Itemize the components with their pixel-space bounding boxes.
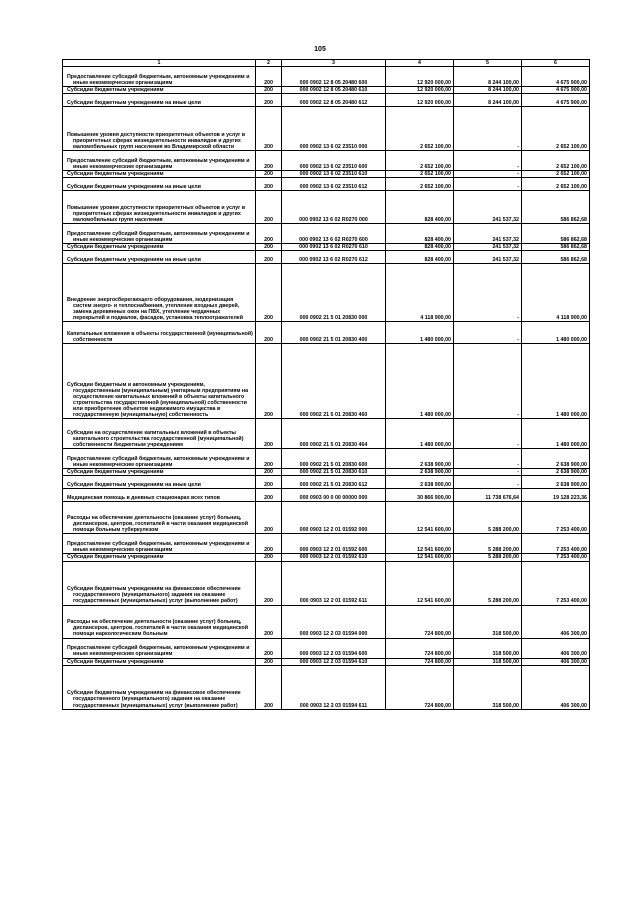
- row-col2-cell: 200: [256, 638, 282, 658]
- table-row: [63, 191, 590, 224]
- row-code-cell: 000 0902 13 6 02 R0270 612: [282, 251, 386, 264]
- row-name-cell: [63, 264, 256, 322]
- row-value6-cell: 406 300,00: [522, 605, 590, 638]
- row-name-text: Субсидии бюджетным учреждениям на иные цели: [67, 184, 201, 191]
- table-row: [63, 94, 590, 107]
- row-value6-cell: 7 253 400,00: [522, 502, 590, 534]
- row-value4-cell: 12 541 600,00: [386, 534, 454, 554]
- row-col2-cell: 200: [256, 107, 282, 151]
- row-col2-cell: 200: [256, 489, 282, 502]
- row-value6-cell: 1 480 000,00: [522, 344, 590, 419]
- row-name-text: Повышение уровня доступности приоритетных объектов и услуг в приоритетных сферах жизнедеятельности инвалидов и других маломобильных групп населения во Владимирской области: [67, 131, 246, 151]
- row-code-cell: 000 0902 13 6 02 R0270 610: [282, 244, 386, 251]
- row-value5-cell: 5 288 200,00: [454, 502, 522, 534]
- row-value4-cell: 828 400,00: [386, 251, 454, 264]
- row-value6-cell: 1 480 000,00: [522, 322, 590, 344]
- row-value6-cell: 4 675 900,00: [522, 67, 590, 87]
- row-value6-cell: 2 638 900,00: [522, 476, 590, 489]
- row-name-text: Медицинская помощь в дневных стационарах всех типов: [67, 495, 220, 502]
- row-col2-cell: 200: [256, 449, 282, 469]
- row-code-cell: 000 0902 13 6 02 23510 612: [282, 178, 386, 191]
- row-value5-cell: -: [454, 171, 522, 178]
- row-value4-cell: 12 541 600,00: [386, 554, 454, 561]
- row-code-cell: 000 0903 12 2 03 01594 600: [282, 638, 386, 658]
- row-name-cell: [63, 151, 256, 171]
- row-col2-cell: 200: [256, 561, 282, 605]
- row-name-cell: [63, 171, 256, 178]
- row-value4-cell: 2 638 900,00: [386, 469, 454, 476]
- row-code-cell: 000 0902 12 8 05 20480 612: [282, 94, 386, 107]
- row-value5-cell: 318 500,00: [454, 658, 522, 665]
- row-name-text: Предоставление субсидий бюджетным, автономным учреждениям и иным некоммерческим организациям: [67, 645, 250, 658]
- row-name-cell: [63, 534, 256, 554]
- table-body: [63, 67, 590, 710]
- row-value5-cell: 318 500,00: [454, 605, 522, 638]
- row-name-cell: [63, 561, 256, 605]
- row-name-cell: [63, 502, 256, 534]
- table-row: [63, 244, 590, 251]
- row-code-cell: 000 0902 21 5 01 20830 000: [282, 264, 386, 322]
- row-col2-cell: 200: [256, 178, 282, 191]
- header-cell-6: 6: [522, 60, 590, 67]
- row-value5-cell: -: [454, 344, 522, 419]
- row-code-cell: 000 0902 13 6 02 23510 600: [282, 151, 386, 171]
- row-value6-cell: 4 118 900,00: [522, 264, 590, 322]
- row-name-cell: [63, 419, 256, 449]
- table-row: [63, 107, 590, 151]
- row-value5-cell: -: [454, 264, 522, 322]
- row-value6-cell: 1 480 000,00: [522, 419, 590, 449]
- row-name-cell: [63, 554, 256, 561]
- row-name-text: Субсидии бюджетным учреждениям на финансовое обеспечение государственного (муниципального) задания на оказание государственных (муниципальных) услуг (выполнение работ): [67, 586, 241, 605]
- row-value5-cell: 8 244 100,00: [454, 94, 522, 107]
- table-row: [63, 251, 590, 264]
- row-name-text: Субсидии бюджетным учреждениям: [67, 554, 164, 561]
- table-row: [63, 178, 590, 191]
- row-name-cell: [63, 244, 256, 251]
- row-name-cell: [63, 178, 256, 191]
- row-col2-cell: 200: [256, 665, 282, 709]
- row-value6-cell: 19 128 223,36: [522, 489, 590, 502]
- row-value6-cell: 2 652 100,00: [522, 151, 590, 171]
- row-value6-cell: 7 253 400,00: [522, 534, 590, 554]
- table-row: [63, 264, 590, 322]
- row-code-cell: 000 0903 12 2 01 01592 600: [282, 534, 386, 554]
- row-name-cell: [63, 94, 256, 107]
- row-name-cell: [63, 658, 256, 665]
- table-row: [63, 67, 590, 87]
- row-col2-cell: 200: [256, 322, 282, 344]
- row-name-text: Капитальные вложения в объекты государственной (муниципальной) собственности: [67, 331, 253, 344]
- row-value6-cell: 7 253 400,00: [522, 561, 590, 605]
- table-row: [63, 151, 590, 171]
- row-value6-cell: 4 675 900,00: [522, 94, 590, 107]
- row-name-cell: [63, 449, 256, 469]
- row-value4-cell: 724 800,00: [386, 605, 454, 638]
- row-code-cell: 000 0902 13 6 02 R0270 600: [282, 224, 386, 244]
- row-col2-cell: 200: [256, 502, 282, 534]
- row-value4-cell: 828 400,00: [386, 224, 454, 244]
- row-name-text: Расходы на обеспечение деятельности (оказание услуг) больниц, диспансеров, центров, госпиталей в части оказания медицинской помощи наркологическим больным: [67, 619, 249, 638]
- row-value5-cell: 241 537,32: [454, 224, 522, 244]
- row-name-cell: [63, 469, 256, 476]
- row-code-cell: 000 0903 12 2 03 01594 610: [282, 658, 386, 665]
- row-value6-cell: 586 862,68: [522, 224, 590, 244]
- table-row: [63, 224, 590, 244]
- row-name-text: Субсидии бюджетным учреждениям на финансовое обеспечение государственного (муниципального) задания на оказание государственных (муниципальных) услуг (выполнение работ): [67, 690, 241, 709]
- row-name-cell: [63, 87, 256, 94]
- row-name-text: Внедрение энергосберегающего оборудования, модернизация систем энерго- и теплоснабжения, утепление входных дверей, замена деревянных окон на ПВХ, утепление чердачных перекрытий и подвалов, фасадов, установка теплоотражателей: [67, 297, 243, 322]
- row-name-cell: [63, 476, 256, 489]
- row-value4-cell: 1 480 000,00: [386, 322, 454, 344]
- row-name-text: Субсидии бюджетным учреждениям на иные цели: [67, 100, 201, 107]
- row-code-cell: 000 0903 12 2 01 01592 000: [282, 502, 386, 534]
- row-col2-cell: 200: [256, 151, 282, 171]
- table-row: [63, 605, 590, 638]
- row-value4-cell: 724 800,00: [386, 638, 454, 658]
- row-name-text: Субсидии бюджетным учреждениям: [67, 87, 164, 94]
- row-value6-cell: 4 675 900,00: [522, 87, 590, 94]
- row-value6-cell: 2 638 900,00: [522, 469, 590, 476]
- row-col2-cell: 200: [256, 476, 282, 489]
- table-row: [63, 489, 590, 502]
- table-row: [63, 322, 590, 344]
- row-value4-cell: 724 800,00: [386, 665, 454, 709]
- row-name-text: Предоставление субсидий бюджетным, автономным учреждениям и иным некоммерческим организациям: [67, 231, 250, 244]
- row-code-cell: 000 0903 12 2 03 01594 000: [282, 605, 386, 638]
- row-name-text: Предоставление субсидий бюджетным, автономным учреждениям и иным некоммерческим организациям: [67, 541, 250, 554]
- table-row: [63, 534, 590, 554]
- row-value4-cell: 12 541 600,00: [386, 502, 454, 534]
- row-code-cell: 000 0902 12 8 05 20480 600: [282, 67, 386, 87]
- row-col2-cell: 200: [256, 264, 282, 322]
- table-row: [63, 171, 590, 178]
- row-code-cell: 000 0902 21 5 01 20830 464: [282, 419, 386, 449]
- row-code-cell: 000 0902 21 5 01 20830 612: [282, 476, 386, 489]
- row-col2-cell: 200: [256, 469, 282, 476]
- row-value5-cell: -: [454, 449, 522, 469]
- row-value4-cell: 2 652 100,00: [386, 151, 454, 171]
- row-col2-cell: 200: [256, 534, 282, 554]
- header-row: [63, 60, 590, 67]
- table-row: [63, 561, 590, 605]
- table-row: [63, 87, 590, 94]
- row-name-text: Предоставление субсидий бюджетным, автономным учреждениям и иным некоммерческим организациям: [67, 73, 250, 86]
- header-cell-1: 1: [63, 60, 256, 67]
- row-name-text: Субсидии бюджетным учреждениям: [67, 658, 164, 665]
- row-col2-cell: 200: [256, 419, 282, 449]
- row-value4-cell: 2 652 100,00: [386, 171, 454, 178]
- row-name-text: Повышение уровня доступности приоритетных объектов и услуг в приоритетных сферах жизнедеятельности инвалидов и других маломобильных групп населения: [67, 205, 246, 224]
- row-name-cell: [63, 191, 256, 224]
- row-name-text: Субсидии на осуществление капитальных вложений в объекты капитального строительства государственной (муниципальной) собственности бюджетным учреждениям: [67, 430, 244, 449]
- row-name-cell: [63, 67, 256, 87]
- row-value6-cell: 2 652 100,00: [522, 107, 590, 151]
- row-col2-cell: 200: [256, 344, 282, 419]
- row-value4-cell: 12 920 000,00: [386, 94, 454, 107]
- row-code-cell: 000 0902 21 5 01 20830 610: [282, 469, 386, 476]
- row-value5-cell: 5 288 200,00: [454, 534, 522, 554]
- row-value4-cell: 30 866 900,00: [386, 489, 454, 502]
- row-name-text: Субсидии бюджетным учреждениям на иные цели: [67, 482, 201, 489]
- row-value6-cell: 2 652 100,00: [522, 171, 590, 178]
- header-cell-3: 3: [282, 60, 386, 67]
- row-name-cell: [63, 224, 256, 244]
- table-row: [63, 665, 590, 709]
- row-value5-cell: 5 288 200,00: [454, 554, 522, 561]
- row-value6-cell: 586 862,68: [522, 191, 590, 224]
- row-code-cell: 000 0902 21 5 01 20830 600: [282, 449, 386, 469]
- row-value6-cell: 2 652 100,00: [522, 178, 590, 191]
- table-row: [63, 449, 590, 469]
- row-value4-cell: 2 652 100,00: [386, 178, 454, 191]
- row-value6-cell: 7 253 400,00: [522, 554, 590, 561]
- row-code-cell: 000 0903 12 2 01 01592 610: [282, 554, 386, 561]
- row-value5-cell: 241 537,32: [454, 251, 522, 264]
- header-cell-2: 2: [256, 60, 282, 67]
- row-value5-cell: 241 537,32: [454, 244, 522, 251]
- row-name-text: Субсидии бюджетным учреждениям: [67, 171, 164, 178]
- row-value4-cell: 724 800,00: [386, 658, 454, 665]
- row-code-cell: 000 0903 12 2 01 01592 611: [282, 561, 386, 605]
- table-row: [63, 469, 590, 476]
- row-value5-cell: -: [454, 107, 522, 151]
- row-value5-cell: 241 537,32: [454, 191, 522, 224]
- page-number: 105: [314, 46, 326, 53]
- row-value4-cell: 1 480 000,00: [386, 344, 454, 419]
- row-value5-cell: -: [454, 151, 522, 171]
- row-code-cell: 000 0902 21 5 01 20830 400: [282, 322, 386, 344]
- row-value6-cell: 586 862,68: [522, 244, 590, 251]
- row-code-cell: 000 0902 21 5 01 20830 460: [282, 344, 386, 419]
- row-value4-cell: 12 920 000,00: [386, 87, 454, 94]
- table-row: [63, 658, 590, 665]
- row-name-cell: [63, 605, 256, 638]
- row-col2-cell: 200: [256, 244, 282, 251]
- row-name-text: Расходы на обеспечение деятельности (оказание услуг) больниц, диспансеров, центров, госпиталей в части оказания медицинской помощи больным туберкулезом: [67, 515, 249, 534]
- row-code-cell: 000 0903 00 0 00 00000 000: [282, 489, 386, 502]
- row-value6-cell: 406 300,00: [522, 658, 590, 665]
- row-value5-cell: -: [454, 469, 522, 476]
- row-name-cell: [63, 665, 256, 709]
- row-code-cell: 000 0903 12 2 03 01594 611: [282, 665, 386, 709]
- row-name-cell: [63, 251, 256, 264]
- row-name-text: Субсидии бюджетным учреждениям: [67, 469, 164, 476]
- row-value4-cell: 2 638 900,00: [386, 476, 454, 489]
- row-value5-cell: 318 500,00: [454, 638, 522, 658]
- row-value4-cell: 2 652 100,00: [386, 107, 454, 151]
- table-row: [63, 502, 590, 534]
- row-value6-cell: 406 300,00: [522, 665, 590, 709]
- row-col2-cell: 200: [256, 554, 282, 561]
- row-name-cell: [63, 322, 256, 344]
- row-name-cell: [63, 107, 256, 151]
- row-value4-cell: 828 400,00: [386, 191, 454, 224]
- row-code-cell: 000 0902 13 6 02 23510 000: [282, 107, 386, 151]
- row-value5-cell: 11 738 676,64: [454, 489, 522, 502]
- row-value5-cell: -: [454, 476, 522, 489]
- row-name-text: Субсидии бюджетным учреждениям на иные цели: [67, 257, 201, 264]
- row-name-text: Предоставление субсидий бюджетным, автономным учреждениям и иным некоммерческим организациям: [67, 158, 250, 171]
- budget-table: [62, 59, 590, 710]
- row-value5-cell: 318 500,00: [454, 665, 522, 709]
- row-col2-cell: 200: [256, 191, 282, 224]
- row-name-cell: [63, 489, 256, 502]
- row-value6-cell: 2 638 900,00: [522, 449, 590, 469]
- row-code-cell: 000 0902 13 6 02 R0270 000: [282, 191, 386, 224]
- row-value5-cell: -: [454, 322, 522, 344]
- row-col2-cell: 200: [256, 224, 282, 244]
- row-value6-cell: 586 862,68: [522, 251, 590, 264]
- row-name-cell: [63, 638, 256, 658]
- row-value4-cell: 12 541 600,00: [386, 561, 454, 605]
- row-value5-cell: -: [454, 419, 522, 449]
- table-row: [63, 638, 590, 658]
- row-value5-cell: 8 244 100,00: [454, 67, 522, 87]
- row-value6-cell: 406 300,00: [522, 638, 590, 658]
- row-col2-cell: 200: [256, 67, 282, 87]
- row-code-cell: 000 0902 13 6 02 23510 610: [282, 171, 386, 178]
- row-col2-cell: 200: [256, 251, 282, 264]
- row-value5-cell: 8 244 100,00: [454, 87, 522, 94]
- row-col2-cell: 200: [256, 658, 282, 665]
- row-value4-cell: 4 118 900,00: [386, 264, 454, 322]
- row-value4-cell: 1 480 000,00: [386, 419, 454, 449]
- row-value5-cell: 5 288 200,00: [454, 561, 522, 605]
- table-row: [63, 419, 590, 449]
- row-col2-cell: 200: [256, 87, 282, 94]
- table-row: [63, 554, 590, 561]
- row-value4-cell: 2 638 900,00: [386, 449, 454, 469]
- row-value4-cell: 828 400,00: [386, 244, 454, 251]
- row-name-cell: [63, 344, 256, 419]
- table-row: [63, 344, 590, 419]
- header-cell-4: 4: [386, 60, 454, 67]
- row-col2-cell: 200: [256, 171, 282, 178]
- row-value4-cell: 12 920 000,00: [386, 67, 454, 87]
- row-col2-cell: 200: [256, 605, 282, 638]
- header-cell-5: 5: [454, 60, 522, 67]
- row-name-text: Предоставление субсидий бюджетным, автономным учреждениям и иным некоммерческим организациям: [67, 456, 250, 469]
- row-col2-cell: 200: [256, 94, 282, 107]
- row-name-text: Субсидии бюджетным и автономным учреждениям, государственным (муниципальным) унитарным предприятиям на осуществление капитальных вложений в объекты капитального строительства государственной (муниципальной) собственности или приобретение объектов недвижимого имущества в государственную (муниципальную) собственность: [67, 381, 249, 419]
- table-row: [63, 476, 590, 489]
- row-code-cell: 000 0902 12 8 05 20480 610: [282, 87, 386, 94]
- row-value5-cell: -: [454, 178, 522, 191]
- row-name-text: Субсидии бюджетным учреждениям: [67, 244, 164, 251]
